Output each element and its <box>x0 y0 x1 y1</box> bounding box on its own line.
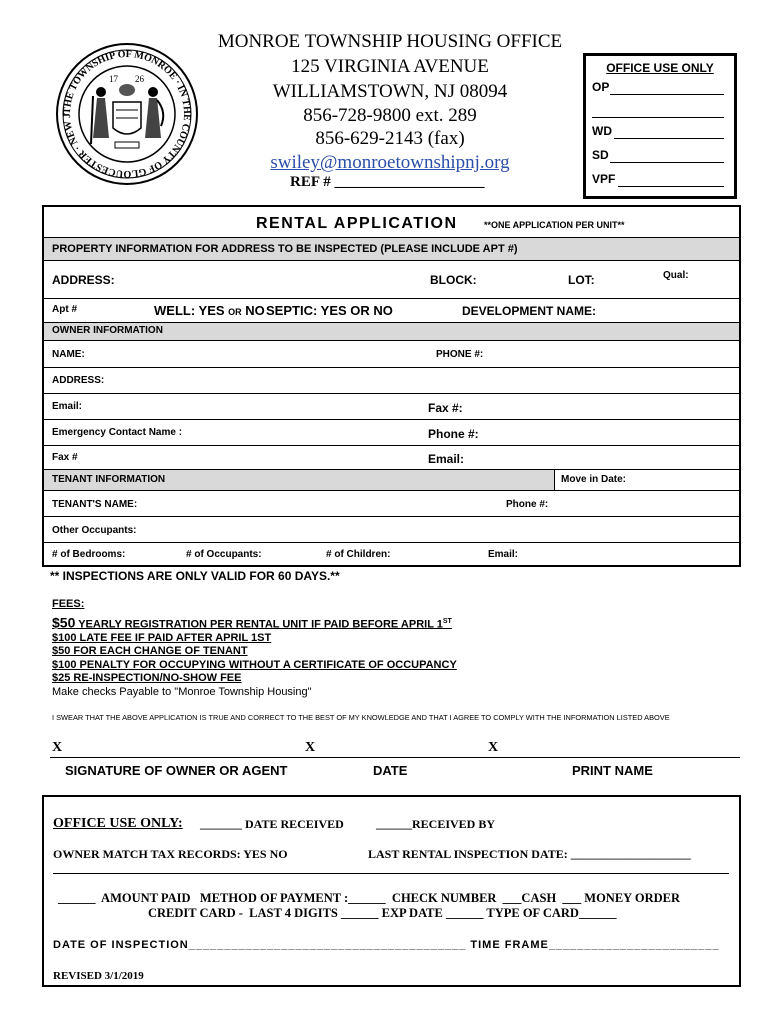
payment-line-1[interactable]: ______ AMOUNT PAID METHOD OF PAYMENT :______ CHECK NUMBER ___CASH ___ MONEY ORDER <box>58 891 681 905</box>
wd-line[interactable] <box>614 138 724 139</box>
office-use-title: OFFICE USE ONLY: <box>53 816 183 831</box>
print-name-label: PRINT NAME <box>572 763 653 778</box>
owner-email-row[interactable] <box>44 394 739 420</box>
bedrooms-label: # of Bedrooms: <box>52 549 126 560</box>
well-label: WELL: YES OR NO <box>154 303 265 318</box>
address-label: ADDRESS: <box>52 273 115 287</box>
fee-line-late: $100 LATE FEE IF PAID AFTER APRIL 1ST <box>52 631 272 644</box>
office-box-title: OFFICE USE ONLY <box>606 61 714 75</box>
payable-note: Make checks Payable to "Monroe Township Housing" <box>52 685 312 698</box>
occupants-label: # of Occupants: <box>186 549 262 560</box>
received-by-field[interactable]: ______RECEIVED BY <box>376 817 496 831</box>
emergency-row[interactable] <box>44 420 739 446</box>
office-name: MONROE TOWNSHIP HOUSING OFFICE <box>217 31 563 52</box>
tenant-email-label: Email: <box>488 549 519 560</box>
fee-line-change-tenant: $50 FOR EACH CHANGE OF TENANT <box>52 645 248 658</box>
owner-signature-label: SIGNATURE OF OWNER OR AGENT <box>65 763 288 778</box>
tenant-header-row <box>44 470 739 491</box>
fee-line-registration: $50 YEARLY REGISTRATION PER RENTAL UNIT IF PAID BEFORE APRIL 1ST <box>52 614 452 631</box>
office-email-link[interactable]: swiley@monroetownshipnj.org <box>270 152 510 173</box>
office-phone: 856-728-9800 ext. 289 <box>303 105 477 126</box>
owner-phone-label: PHONE #: <box>436 349 484 360</box>
fees-section <box>52 598 457 699</box>
date-signature-x[interactable]: X <box>305 740 316 755</box>
tenant-header: TENANT INFORMATION <box>52 474 166 485</box>
owner-signature-x[interactable]: X <box>52 740 63 755</box>
emergency-contact-label: Emergency Contact Name : <box>52 427 183 438</box>
move-in-label: Move in Date: <box>561 474 627 485</box>
vpf-label: VPF <box>592 172 616 186</box>
date-received-field[interactable]: _______ DATE RECEIVED <box>200 817 344 831</box>
owner-address-label: ADDRESS: <box>52 375 105 386</box>
swear-statement: I SWEAR THAT THE ABOVE APPLICATION IS TRUE AND CORRECT TO THE BEST OF MY KNOWLEDGE AND THAT I AGREE TO COMPLY WITH THE INFORMATION LISTED ABOVE <box>52 713 670 722</box>
op-label: OP <box>592 80 610 94</box>
children-label: # of Children: <box>326 549 391 560</box>
vpf-line[interactable] <box>618 186 724 187</box>
inspection-date-field[interactable]: DATE OF INSPECTION_______________________________________ TIME FRAME________________________ <box>53 939 720 951</box>
block-label: BLOCK: <box>430 273 477 287</box>
fee-line-penalty: $100 PENALTY FOR OCCUPYING WITHOUT A CERTIFICATE OF OCCUPANCY <box>52 658 457 671</box>
owner-header-row <box>44 323 739 341</box>
apt-label: Apt # <box>52 304 77 315</box>
op-line[interactable] <box>610 94 724 95</box>
township-seal <box>53 40 201 188</box>
address-row[interactable] <box>44 261 739 299</box>
lot-label: LOT: <box>568 273 595 287</box>
tenant-name-label: TENANT'S NAME: <box>52 499 138 510</box>
owner-address-row[interactable] <box>44 368 739 394</box>
property-header: PROPERTY INFORMATION FOR ADDRESS TO BE INSPECTED (PLEASE INCLUDE APT #) <box>52 243 518 255</box>
office-fax: 856-629-2143 (fax) <box>315 128 465 149</box>
form-title-row <box>44 207 739 238</box>
owner-header: OWNER INFORMATION <box>52 325 163 336</box>
svg-text:THE TOWNSHIP OF MONROE · IN TH: THE TOWNSHIP OF MONROE · IN THE COUNTY OF GLOUCESTER · NEW J <box>61 48 193 180</box>
fees-title: FEES: <box>52 598 85 610</box>
office-use-box <box>583 53 737 199</box>
property-header-row <box>44 238 739 261</box>
owner-match-field[interactable]: OWNER MATCH TAX RECORDS: YES NO <box>53 847 288 861</box>
date-label: DATE <box>373 763 408 778</box>
development-label: DEVELOPMENT NAME: <box>462 304 597 318</box>
print-name-x[interactable]: X <box>488 740 499 755</box>
last-inspection-field[interactable]: LAST RENTAL INSPECTION DATE: ____________________ <box>368 847 691 861</box>
owner-name-row[interactable] <box>44 341 739 368</box>
signature-line <box>50 757 740 758</box>
office-city: WILLIAMSTOWN, NJ 08094 <box>272 81 508 102</box>
form-title: RENTAL APPLICATION <box>256 215 458 232</box>
tenant-name-row[interactable] <box>44 491 739 517</box>
owner-name-label: NAME: <box>52 349 85 360</box>
payment-line-2[interactable]: CREDIT CARD - LAST 4 DIGITS ______ EXP DATE ______ TYPE OF CARD______ <box>148 906 617 920</box>
sd-label: SD <box>592 148 609 162</box>
counts-row[interactable] <box>44 543 739 567</box>
office-street: 125 VIRGINIA AVENUE <box>291 56 489 77</box>
inspection-validity-notice: ** INSPECTIONS ARE ONLY VALID FOR 60 DAYS.** <box>50 569 340 583</box>
fax-row[interactable] <box>44 446 739 470</box>
revised-date: REVISED 3/1/2019 <box>53 970 144 982</box>
tenant-phone-label: Phone #: <box>506 499 549 510</box>
septic-label: SEPTIC: YES OR NO <box>266 303 393 318</box>
qual-label: Qual: <box>663 270 689 281</box>
fee-line-reinspection: $25 RE-INSPECTION/NO-SHOW FEE <box>52 672 242 685</box>
divider-rule <box>53 873 729 874</box>
sd-line[interactable] <box>610 162 724 163</box>
rental-application-form <box>42 205 741 567</box>
other-occupants-label: Other Occupants: <box>52 525 137 536</box>
fax-label: Fax # <box>52 452 78 463</box>
ref-number: REF # ____________________ <box>290 174 485 190</box>
svg-text:26: 26 <box>135 74 144 84</box>
svg-text:17: 17 <box>109 74 118 84</box>
wd-label: WD <box>592 124 612 138</box>
form-title-note: **ONE APPLICATION PER UNIT** <box>484 220 625 230</box>
email2-label: Email: <box>428 452 465 466</box>
blank-line[interactable] <box>592 117 724 118</box>
office-use-section <box>42 795 741 987</box>
emergency-phone-label: Phone #: <box>428 427 479 441</box>
apt-row[interactable] <box>44 299 739 323</box>
owner-fax-label: Fax #: <box>428 401 463 415</box>
other-occupants-row[interactable] <box>44 517 739 543</box>
owner-email-label: Email: <box>52 401 83 412</box>
